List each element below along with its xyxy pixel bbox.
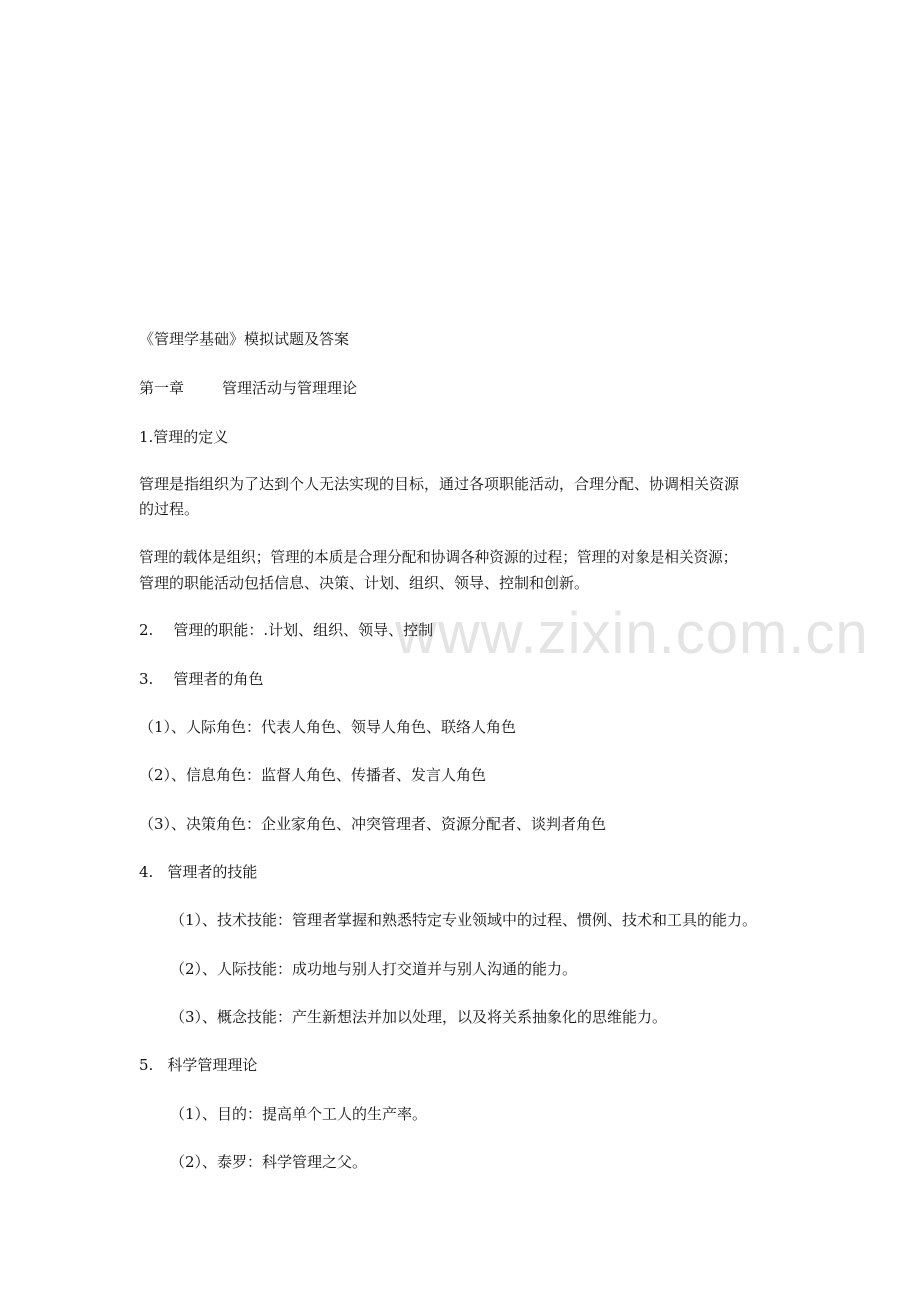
section-5-item-2: （2）、泰罗：科学管理之父。 (170, 1153, 368, 1171)
section-4-item-1: （1）、技术技能：管理者掌握和熟悉特定专业领域中的过程、惯例、技术和工具的能力。 (170, 911, 758, 929)
section-3-number: 3. (139, 670, 154, 688)
document-title: 《管理学基础》模拟试题及答案 (139, 330, 350, 348)
section-2-number: 2. (139, 621, 154, 639)
section-4-item-3: （3）、概念技能：产生新想法并加以处理，以及将关系抽象化的思维能力。 (170, 1008, 668, 1026)
chapter-number: 第一章 (139, 379, 185, 397)
watermark: www.zixin.com.cn (395, 601, 869, 666)
section-4-number: 4. (139, 863, 154, 881)
section-4-heading (139, 860, 257, 884)
section-3-heading (139, 667, 263, 691)
section-3-item-3: （3）、决策角色：企业家角色、冲突管理者、资源分配者、谈判者角色 (139, 815, 607, 833)
section-1-para-1-line-2: 的过程。 (139, 500, 200, 518)
section-2-text: 管理的职能：.计划、组织、领导、控制 (173, 621, 434, 639)
section-4-title: 管理者的技能 (167, 863, 258, 881)
section-1-para-1-line-1: 管理是指组织为了达到个人无法实现的目标，通过各项职能活动，合理分配、协调相关资源 (139, 475, 740, 493)
chapter-name: 管理活动与管理理论 (222, 379, 358, 397)
section-5-heading (139, 1053, 257, 1077)
section-1-para-2-line-1: 管理的载体是组织；管理的本质是合理分配和协调各种资源的过程；管理的对象是相关资源； (139, 549, 738, 566)
chapter-heading (139, 376, 357, 400)
section-5-number: 5. (139, 1056, 154, 1074)
section-3-title: 管理者的角色 (173, 670, 264, 688)
section-4-item-2: （2）、人际技能：成功地与别人打交道并与别人沟通的能力。 (170, 960, 578, 978)
section-5-title: 科学管理理论 (167, 1056, 258, 1074)
section-5-item-1: （1）、目的：提高单个工人的生产率。 (170, 1105, 428, 1123)
section-3-item-2: （2）、信息角色：监督人角色、传播者、发言人角色 (139, 766, 487, 784)
section-1-para-2-line-2: 管理的职能活动包括信息、决策、计划、组织、领导、控制和创新。 (139, 574, 590, 592)
section-3-item-1: （1）、人际角色：代表人角色、领导人角色、联络人角色 (139, 718, 517, 736)
section-1-heading: 1.管理的定义 (139, 428, 229, 446)
section-2-heading (139, 618, 433, 642)
